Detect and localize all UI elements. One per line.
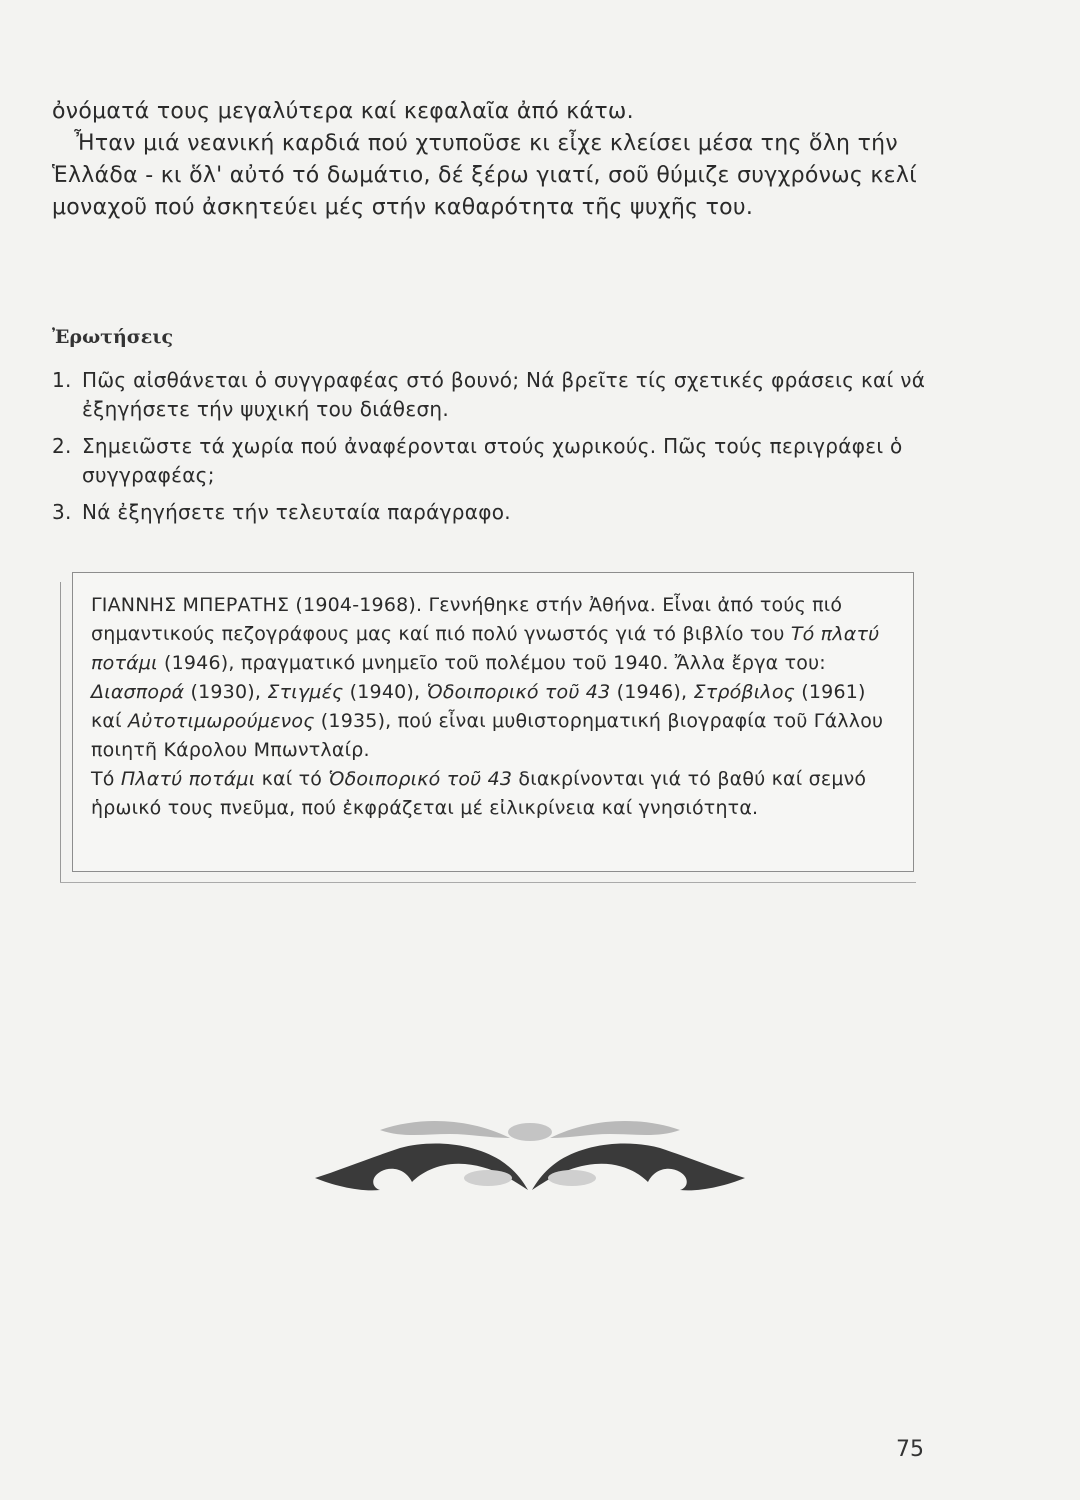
- bio-book-title: Διασπορά: [91, 681, 185, 703]
- decorative-ornament-icon: [310, 1108, 750, 1208]
- question-number: 3.: [52, 500, 72, 524]
- bio-frame-left-rule: [60, 582, 61, 882]
- bio-text: Τό: [91, 768, 121, 790]
- ornament-light-wing-right: [550, 1121, 680, 1138]
- bio-paragraph-1: [91, 591, 895, 765]
- author-bio-box: [72, 572, 914, 872]
- bio-text: (1940),: [343, 681, 427, 703]
- bio-book-title: Τό πλατύ ποτάμι: [91, 623, 880, 674]
- bio-book-title: Στιγμές: [267, 681, 344, 703]
- ornament-light-eye-right: [548, 1170, 596, 1186]
- question-text: Σημειῶστε τά χωρία πού ἀναφέρονται στούς χωρικούς. Πῶς τούς περιγράφει ὁ συγγραφέας;: [82, 434, 903, 487]
- page-number: 75: [896, 1437, 924, 1462]
- ornament-light-eye-left: [464, 1170, 512, 1186]
- bio-text: ΓΙΑΝΝΗΣ ΜΠΕΡΑΤΗΣ (1904-1968). Γεννήθηκε στήν Ἀθήνα. Εἶναι ἀπό τούς πιό σημαντικούς πεζογράφους μας καί πιό πολύ γνωστός γιά τό βιβλίο του: [91, 594, 843, 645]
- bio-text: (1946), πραγματικό μνημεῖο τοῦ πολέμου τοῦ 1940. Ἄλλα ἔργα του:: [157, 652, 826, 674]
- bio-book-title: Ὁδοιπορικό τοῦ 43: [426, 681, 611, 703]
- bio-book-title: Πλατύ ποτάμι: [120, 768, 256, 790]
- ornament-light-center: [508, 1123, 552, 1141]
- bio-text: (1935), πού εἶναι μυθιστορηματική βιογραφία τοῦ Γάλλου ποιητῆ Κάρολου Μπωντλαίρ.: [91, 710, 884, 761]
- question-number: 1.: [52, 368, 72, 392]
- bio-book-title: Ὁδοιπορικό τοῦ 43: [328, 768, 513, 790]
- body-line-1: ὀνόματά τους μεγαλύτερα καί κεφαλαῖα ἀπό κάτω.: [52, 99, 634, 124]
- question-number: 2.: [52, 434, 72, 458]
- question-item: [52, 432, 932, 490]
- question-item: [52, 366, 932, 424]
- body-text: [52, 96, 932, 224]
- questions-heading: Ἐρωτήσεις: [52, 326, 174, 348]
- bio-text: (1961) καί: [91, 681, 866, 732]
- question-item: [52, 498, 932, 527]
- bio-text: (1930),: [184, 681, 268, 703]
- body-paragraph-2: Ἦταν μιά νεανική καρδιά πού χτυποῦσε κι εἶχε κλείσει μέσα της ὅλη τήν Ἑλλάδα - κι ὅλ' αὐτό τό δωμάτιο, δέ ξέρω γιατί, σοῦ θύμιζε συγχρόνως κελί μοναχοῦ πού ἀσκητεύει μές στήν καθαρότητα τῆς ψυχῆς του.: [52, 131, 917, 220]
- bio-book-title: Στρόβιλος: [693, 681, 796, 703]
- bio-text: (1946),: [610, 681, 694, 703]
- question-text: Πῶς αἰσθάνεται ὁ συγγραφέας στό βουνό; Νά βρεῖτε τίς σχετικές φράσεις καί νά ἐξηγήσετε τήν ψυχική του διάθεση.: [82, 368, 926, 421]
- bio-text: καί τό: [255, 768, 329, 790]
- bio-text: διακρίνονται γιά τό βαθύ καί σεμνό ἡρωικό τους πνεῦμα, πού ἐκφράζεται μέ εἰλικρίνεια καί γνησιότητα.: [91, 768, 867, 819]
- question-text: Νά ἐξηγήσετε τήν τελευταία παράγραφο.: [82, 500, 511, 524]
- bio-frame-bottom-rule: [60, 882, 916, 883]
- bio-paragraph-2: [91, 765, 895, 823]
- bio-book-title: Αὐτοτιμωρούμενος: [128, 710, 315, 732]
- ornament-light-wing-left: [380, 1121, 510, 1138]
- questions-list: [52, 366, 932, 535]
